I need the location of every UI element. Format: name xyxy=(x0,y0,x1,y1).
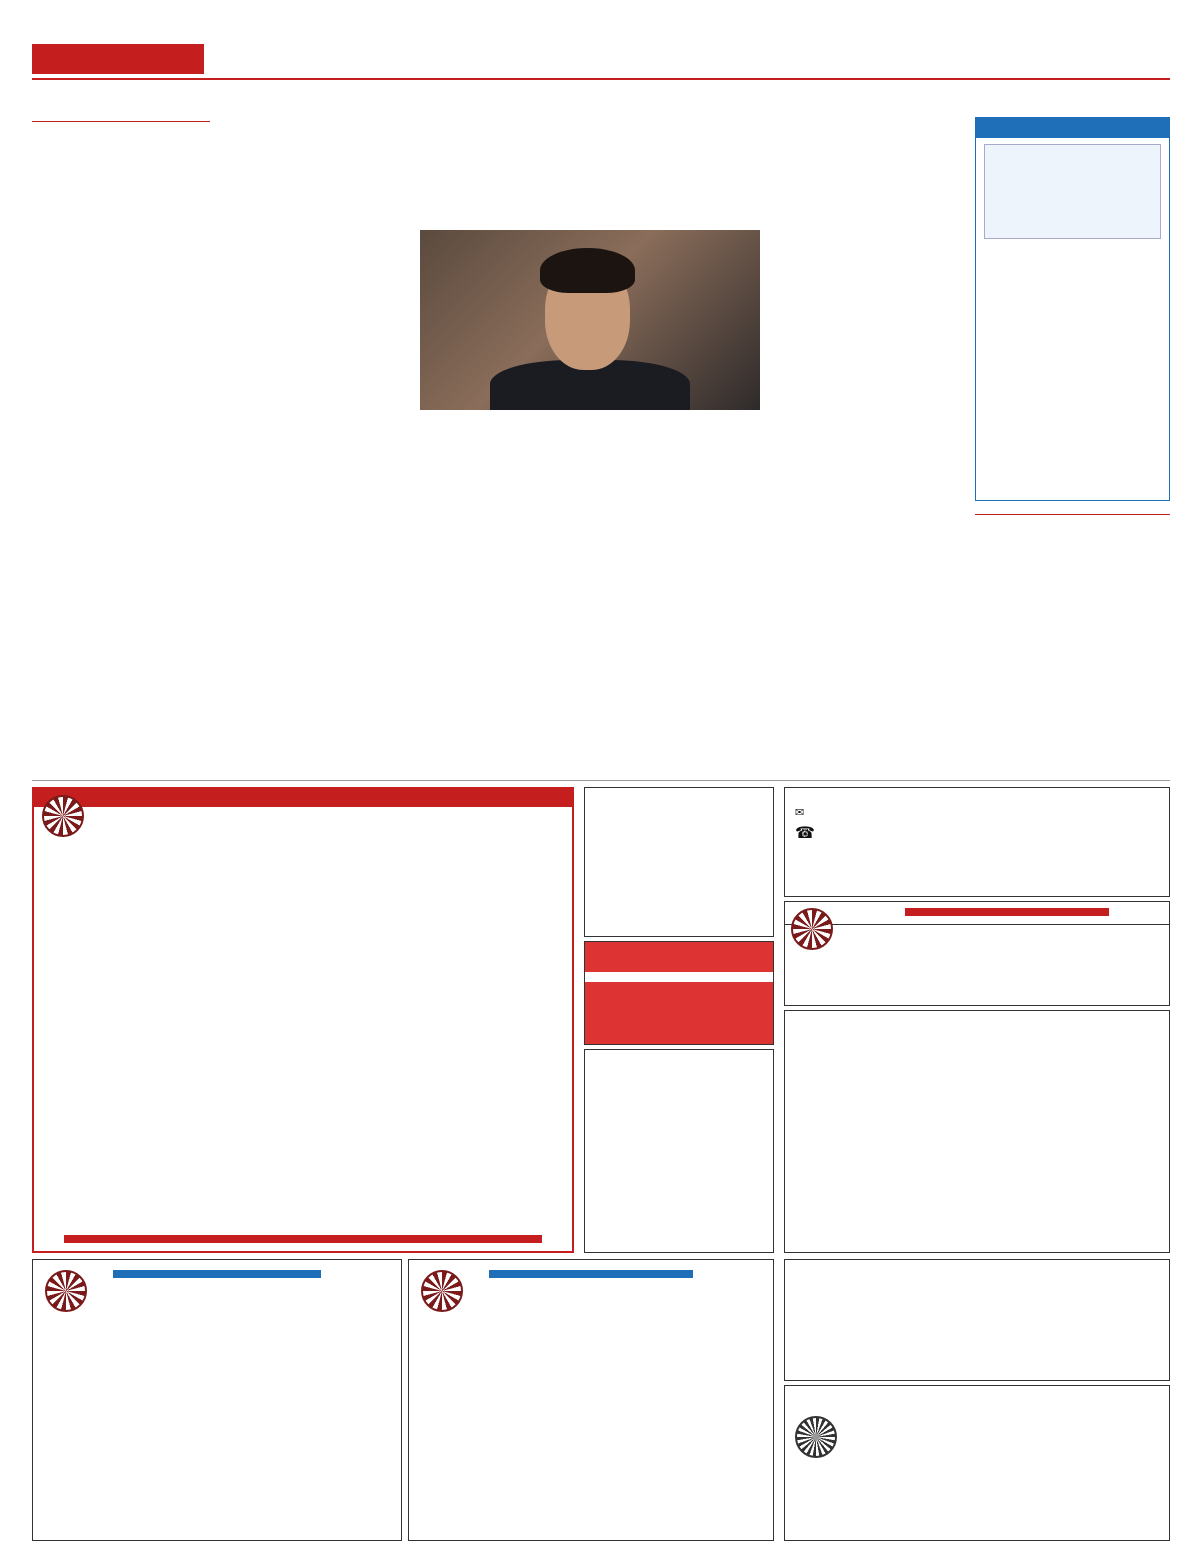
city-logo-icon xyxy=(421,1270,463,1312)
article1-col3 xyxy=(420,410,590,490)
ad-registration xyxy=(33,1302,401,1308)
article1-col2 xyxy=(600,410,760,490)
story-body-2 xyxy=(32,343,210,528)
phone-icon: ☎ xyxy=(795,823,815,842)
tender-1773-ad xyxy=(32,1259,402,1541)
ad-footer xyxy=(785,924,1169,929)
ad-footer xyxy=(64,1235,542,1243)
shahrara-tender-ad xyxy=(784,1259,1170,1381)
ad-phone-2 xyxy=(585,808,773,812)
column-tag xyxy=(975,510,1170,515)
correction-ad xyxy=(784,1010,1170,1253)
land-registry-notice xyxy=(584,1049,774,1253)
ad-body xyxy=(785,1268,1169,1272)
newspaper-brand xyxy=(32,44,204,74)
business-call-ad xyxy=(32,787,574,1253)
article1-col1 xyxy=(770,230,940,490)
galvanized-sheet-ad xyxy=(584,941,774,1045)
city-logo-icon xyxy=(42,795,84,837)
layout-service-ad xyxy=(784,787,1170,897)
ads-section xyxy=(32,780,1170,1540)
ad-body xyxy=(34,807,572,819)
ad-body xyxy=(33,1290,401,1302)
ad-body xyxy=(785,916,1169,920)
minister-photo xyxy=(420,230,760,410)
indicator-body xyxy=(976,245,1169,470)
city-logo-icon xyxy=(791,908,833,950)
rent-chart xyxy=(984,144,1161,239)
ad-body xyxy=(785,1023,1169,1027)
envelope-icon: ✉ xyxy=(795,806,805,819)
story-body xyxy=(32,134,210,329)
lamp-tender-ad xyxy=(784,1385,1170,1541)
article1-col4 xyxy=(240,230,410,490)
ad-title xyxy=(785,1386,1169,1394)
ad-phone xyxy=(585,972,773,982)
chart-svg xyxy=(983,148,1160,218)
story-body xyxy=(975,525,1170,633)
ad-subject xyxy=(33,1278,401,1290)
ad-title xyxy=(489,1270,693,1278)
ad-body xyxy=(785,1394,1169,1398)
saffron-ad xyxy=(584,787,774,937)
ad-subtitle xyxy=(34,797,572,807)
article2-body xyxy=(240,565,940,775)
market-news xyxy=(975,510,1170,778)
shrine-logo-icon xyxy=(795,1416,837,1458)
tender-1772-ad xyxy=(408,1259,774,1541)
ad-subtitle xyxy=(585,954,773,962)
ad-title xyxy=(785,1011,1169,1019)
indicator-box xyxy=(975,117,1170,501)
city-logo-icon xyxy=(45,1270,87,1312)
page-header xyxy=(32,44,1170,80)
story-body-2 xyxy=(975,637,1170,715)
ad-title xyxy=(34,789,572,797)
ad-body xyxy=(409,1290,773,1302)
indicator-tag xyxy=(976,118,1169,138)
ad-registration xyxy=(409,1302,773,1308)
ad-title xyxy=(585,942,773,954)
tender-cancel-ad xyxy=(784,901,1170,1006)
column-tag xyxy=(32,117,210,122)
ad-title xyxy=(905,908,1109,916)
left-column xyxy=(32,117,210,777)
ad-title xyxy=(785,1260,1169,1268)
ad-subject xyxy=(409,1278,773,1290)
ad-title xyxy=(113,1270,321,1278)
ad-title xyxy=(585,788,773,796)
